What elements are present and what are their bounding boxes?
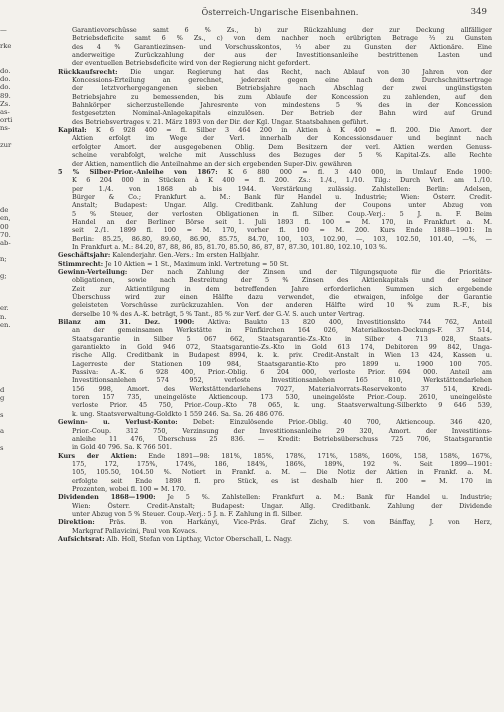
text-line bbox=[58, 401, 492, 409]
margin-fragment bbox=[0, 51, 14, 59]
margin-fragment bbox=[0, 550, 14, 558]
text-line bbox=[58, 160, 492, 168]
margin-fragment bbox=[0, 673, 14, 681]
margin-fragment bbox=[0, 280, 14, 288]
margin-fragment bbox=[0, 34, 14, 42]
line-text: Lagerreste der Stationen 109 984, Staatsgarantie-Kto pro 1899 u. 1900 100 705. bbox=[72, 359, 492, 368]
margin-fragment bbox=[0, 157, 14, 165]
line-text: anderweitige Zurückzahlung der aus der Investitionsanleihe bestrittenen Lasten und bbox=[72, 51, 492, 60]
text-line bbox=[58, 276, 492, 284]
text-line bbox=[58, 510, 492, 518]
line-text: K 6 204 000 in Stücken à K 400 = fl. 200. Zs.: 1./4., 1./10. Tilg.: Durch Verl. am 1./10. bbox=[72, 176, 492, 185]
text-line bbox=[58, 151, 492, 159]
line-text: In Frankfurt a. M.: 84.20, 87, 88, 86, 85, 81.70, 85.50, 86, 87, 87, 87.30, 101.80, 102.10, 103 %. bbox=[72, 242, 387, 251]
text-line bbox=[58, 485, 492, 493]
text-line bbox=[58, 393, 492, 401]
text-line bbox=[58, 518, 492, 526]
line-text: an der gemeinsamen Werkstätte in Fünfkirchen 164 026, Materialkosten-Deckungs-F. 37 514, bbox=[72, 326, 492, 335]
margin-fragment bbox=[0, 509, 14, 517]
line-text: per 1./4. von 1868 ab bis 1944. Verstärkung zulässig. Zahlstellen: Berlin: Adelsen, bbox=[72, 184, 492, 193]
line-text: Je 5 %. Zahlstellen: Frankfurt a. M.: Bank für Handel u. Industrie; bbox=[167, 493, 492, 502]
text-line bbox=[58, 118, 492, 126]
margin-fragment: de bbox=[0, 206, 9, 215]
line-text: derselbe 10 % des A.-K. beträgt, 5 % Tant., 85 % zur Verf. der G.-V. S. auch unter Vertrag. bbox=[72, 309, 365, 318]
line-text: Koncessions-Erteilung an gerechnet, jederzeit gegen eine nach dem Durchschnittsertrage bbox=[72, 76, 492, 85]
text-line bbox=[58, 385, 492, 393]
margin-fragment: rke bbox=[0, 42, 12, 51]
entry bbox=[58, 126, 492, 168]
line-text: Betriebsdeficite samt 6 % Zs., c) von dem nachher noch erübrigten Betrage ⅔ zu Gunsten bbox=[72, 34, 492, 43]
text-line bbox=[58, 109, 492, 117]
entry-heading: Aufsichtsrat: bbox=[58, 534, 105, 543]
margin-fragment bbox=[0, 419, 14, 427]
line-text: toren 157 735, uneingelöste Aktiencoup. 173 530, uneingelöste Prior.-Coup. 2610, uneingelöste bbox=[72, 393, 492, 402]
line-text: Präs. B. von Harkányi, Vice-Präs. Graf Zichy, S. von Bánffay, J. von Herz, bbox=[109, 518, 492, 527]
line-text: in Gold 40 796. Sa. K 766 501. bbox=[72, 443, 172, 452]
entry bbox=[58, 418, 492, 451]
margin-fragment: do. bbox=[0, 66, 11, 75]
text-line bbox=[58, 360, 492, 368]
text-line bbox=[58, 76, 492, 84]
margin-fragment bbox=[0, 182, 14, 190]
text-line bbox=[58, 460, 492, 468]
page-number: 349 bbox=[470, 7, 487, 17]
margin-fragment bbox=[0, 452, 14, 460]
margin-fragment bbox=[0, 329, 14, 337]
margin-fragment: 00 bbox=[0, 222, 9, 231]
text-line bbox=[58, 226, 492, 234]
line-text: verloste Prior. 45 750, Prior.-Coup.-Kto 78 065, k. ung. Staatsverwaltung-Silberkto 9 646 539, bbox=[72, 401, 492, 410]
text-line bbox=[58, 210, 492, 218]
margin-fragment bbox=[0, 689, 14, 697]
text-line bbox=[58, 351, 492, 359]
margin-fragment: s bbox=[0, 410, 4, 419]
text-line bbox=[58, 201, 492, 209]
entry-heading: Kurs der Aktien: bbox=[58, 451, 137, 460]
margin-fragment: en, bbox=[0, 214, 11, 223]
line-text: Bahnkörper sicherzustellende Jahresrente von mindestens 5 % des in der Koncession bbox=[72, 101, 492, 110]
margin-fragment bbox=[0, 493, 14, 501]
text-line bbox=[58, 218, 492, 226]
text-line bbox=[58, 93, 492, 101]
line-text: Debet: Einzulösende Prior.-Oblig. 40 700, Aktiencoup. 346 420, bbox=[192, 418, 492, 427]
margin-fragment bbox=[0, 362, 14, 370]
line-text: Zeit zur Aktientilgung in dem betreffenden Jahre erforderlichen Summen sich ergebende bbox=[72, 284, 492, 293]
line-text: Markgraf Pallavicini, Paul von Kovacs. bbox=[72, 526, 198, 535]
text-line bbox=[58, 168, 492, 176]
margin-fragment bbox=[0, 665, 14, 673]
margin-fragment: ab- bbox=[0, 238, 11, 247]
entry bbox=[58, 493, 492, 518]
line-text: Überschuss wird zur einen Hälfte dazu verwendet, die etwaigen, infolge der Garantie bbox=[72, 293, 492, 301]
margin-fragment bbox=[0, 378, 14, 386]
text-line bbox=[58, 410, 492, 418]
line-text: geleisteten Vorschüsse zurückzuzahlen. Von der anderen Hälfte wird 10 % zum R.-F., bis bbox=[72, 301, 492, 310]
margin-fragment: g; bbox=[0, 271, 7, 280]
line-text: Ende 1891—98: 181%, 185%, 178%, 171%, 158%, 160%, 158, 158%, 167%, bbox=[148, 451, 492, 460]
entry-heading: Geschäftsjahr: bbox=[58, 251, 111, 260]
entry-heading: Gewinn- u. Verlust-Konto: bbox=[58, 418, 178, 427]
margin-fragment bbox=[0, 656, 14, 664]
text-line bbox=[58, 51, 492, 59]
line-text: des 4 % Garantiezinsen- und Vorschusskontos, ⅓ aber zu Gunsten der Aktionäre. Eine bbox=[72, 42, 492, 51]
line-text: Anstalt; Budapest: Ungar. Allg. Creditbank. Zahlung der Coupons unter Abzug von bbox=[72, 201, 492, 210]
line-text: K 6 928 400 = fl. Silber 3 464 200 in Aktien à K 400 = fl. 200. Die Amort. der bbox=[95, 126, 492, 135]
text-line bbox=[58, 326, 492, 334]
line-text: 5 % Steuer, der verlosten Obligationen in fl. Silber. Coup.-Verj.: 5 J. n. F. Beim bbox=[72, 209, 492, 218]
margin-fragment bbox=[0, 165, 14, 173]
text-line bbox=[58, 493, 492, 501]
margin-fragment bbox=[0, 403, 14, 411]
text-line bbox=[58, 84, 492, 92]
margin-fragment: ns- bbox=[0, 124, 11, 133]
text-line bbox=[58, 293, 492, 301]
entry bbox=[58, 268, 492, 318]
margin-fragment bbox=[0, 534, 14, 542]
line-text: Alb. Holl, Stefan von Lipthay, Victor Oberschall, L. Nagy. bbox=[106, 534, 293, 543]
text-line bbox=[58, 126, 492, 134]
text-line bbox=[58, 502, 492, 510]
text-line bbox=[58, 43, 492, 51]
line-text: Wien: Österr. Credit-Anstalt; Budapest: Ungar. Allg. Creditbank. Zahlung der Dividende bbox=[72, 501, 492, 510]
text-line bbox=[58, 368, 492, 376]
margin-fragment bbox=[0, 542, 14, 550]
line-text: der Aktien, namentlich die Anteilnahme an der sich ergebenden Super-Div. gewähren bbox=[72, 159, 352, 168]
left-margin-fragments bbox=[0, 26, 14, 712]
margin-fragment: er. bbox=[0, 304, 9, 313]
margin-fragment bbox=[0, 566, 14, 574]
entry-heading: Gewinn-Verteilung: bbox=[58, 267, 128, 276]
margin-fragment bbox=[0, 149, 14, 157]
margin-fragment: do. bbox=[0, 75, 11, 84]
margin-fragment: n; bbox=[0, 255, 7, 264]
entry bbox=[58, 535, 492, 543]
text-line bbox=[58, 260, 492, 268]
text-line bbox=[58, 193, 492, 201]
margin-fragment bbox=[0, 591, 14, 599]
line-text: erfolgter Amort. der ausgegebenen Oblig. Dem Besitzern der verl. Aktien werden Genuss- bbox=[72, 142, 492, 151]
margin-fragment bbox=[0, 575, 14, 583]
entry-heading: Direktion: bbox=[58, 518, 95, 527]
text-line bbox=[58, 134, 492, 142]
margin-fragment: do. bbox=[0, 83, 11, 92]
text-line bbox=[58, 251, 492, 259]
line-text: der eventuellen Betriebsdeficite wird von der Regierung nicht gefordert. bbox=[72, 59, 311, 68]
line-text: erfolgte seit Ende 1898 fl. pro Stück, es ist deshalb hier fl. 200 = M. 170 in bbox=[72, 476, 492, 485]
margin-fragment: Zs. bbox=[0, 99, 11, 108]
line-text: Der nach Zahlung der Zinsen und der Tilgungsquote für die Prioritäts- bbox=[141, 267, 492, 276]
margin-fragment bbox=[0, 345, 14, 353]
text-line bbox=[58, 268, 492, 276]
text-line bbox=[58, 301, 492, 309]
line-text: garantiekto in Gold 946 072, Staatsgarantie-Zs.-Kto in Gold 613 174, Debitoren 99 842, Unga- bbox=[72, 343, 492, 352]
margin-fragment bbox=[0, 525, 14, 533]
text-line bbox=[58, 477, 492, 485]
line-text: Garantievorschüsse samt 6 % Zs., b) zur Rückzahlung der zur Deckung allfälliger bbox=[72, 26, 492, 34]
line-text: festgesetzten Nominal-Anlagekapitals einzulösen. Der Betrieb der Bahn wird auf Grund bbox=[72, 109, 492, 118]
margin-fragment bbox=[0, 132, 14, 140]
text-line bbox=[58, 101, 492, 109]
margin-fragment: g bbox=[0, 394, 5, 403]
line-text: 175, 172, 175%, 174%, 186, 184%, 186%, 189%, 192 %. Seit 1899—1901: bbox=[72, 459, 492, 468]
line-text: Aktiva: Baukto 13 820 400, Investitionskto 744 762, Anteil bbox=[207, 318, 492, 327]
line-text: unter Abzug von 5 % Steuer. Coup.-Verj.: 5 J. n. F. Zahlung in fl. Silber. bbox=[72, 509, 303, 518]
line-text: anleihe 11 476, Überschuss 25 836. — Kredit: Betriebsüberschuss 725 706, Staatsgarantie bbox=[72, 434, 492, 443]
line-text: rische Allg. Creditbank in Budapest 8994, k. k. priv. Credit-Anstalt in Wien 13 424, Kassen u. bbox=[72, 351, 492, 360]
entry-heading: Bilanz am 31. Dez. 1900: bbox=[58, 318, 195, 327]
margin-fragment bbox=[0, 476, 14, 484]
line-text: Betriebsjahre zu bemessenden, bis zum Ablaufe der Koncession zu zahlenden, auf den bbox=[72, 92, 492, 101]
entry bbox=[58, 318, 492, 418]
margin-fragment: en. bbox=[0, 320, 11, 329]
margin-fragment: zur bbox=[0, 140, 12, 149]
text-line bbox=[58, 68, 492, 76]
document-body bbox=[58, 26, 492, 543]
line-text: Prior.-Coup. 312 750, Verzinsung der Investitionsanleihe 29 320, Amort. der Investitions- bbox=[72, 426, 492, 435]
margin-fragment bbox=[0, 624, 14, 632]
entry-heading: Rückkaufsrecht: bbox=[58, 67, 118, 76]
margin-fragment bbox=[0, 263, 14, 271]
margin-fragment bbox=[0, 296, 14, 304]
line-text: scheine verabfolgt, welche mit Ausschluss des Bezuges der 5 % Kapital-Zs. alle Rechte bbox=[72, 151, 492, 160]
line-text: 105, 105.50, 104.50 %. Notiert in Frankf. a. M. — Die Notiz der Aktien in Frankf. a. M. bbox=[72, 468, 492, 477]
margin-fragment bbox=[0, 370, 14, 378]
line-text: Bürger & Co.; Frankfurt a. M.: Bank für Handel u. Industrie; Wien: Österr. Credit- bbox=[72, 192, 492, 201]
margin-fragment: — bbox=[0, 26, 7, 34]
margin-fragment bbox=[0, 173, 14, 181]
margin-fragment bbox=[0, 59, 14, 67]
line-text: k. ung. Staatsverwaltung-Goldkto 1 559 246. Sa. Sa. 26 486 076. bbox=[72, 409, 285, 418]
margin-fragment: as- bbox=[0, 107, 10, 116]
margin-fragment bbox=[0, 616, 14, 624]
line-text: Staatsgarantie in Silber 5 067 662, Staatsgarantie-Zs.-Kto in Silber 4 713 028, Staats- bbox=[72, 334, 492, 343]
margin-fragment bbox=[0, 648, 14, 656]
entry-heading: Dividenden 1868—1900: bbox=[58, 493, 156, 502]
line-text: Handel an der Berliner Börse seit 1. Juli 1893 fl. 100 = M. 170, in Frankfurt a. M. bbox=[72, 217, 492, 226]
entry bbox=[58, 452, 492, 494]
margin-fragment bbox=[0, 468, 14, 476]
line-text: 156 998, Amort. des Werkstättendarlehens 7027, Materialvorrats-Reservekonto 37 514, Kredi- bbox=[72, 384, 492, 393]
line-text: Kalenderjahr. Gen.-Vers.: Im ersten Halbjahr. bbox=[112, 251, 260, 260]
text-line bbox=[58, 418, 492, 426]
text-line bbox=[58, 143, 492, 151]
text-line bbox=[58, 235, 492, 243]
margin-fragment bbox=[0, 501, 14, 509]
text-line bbox=[58, 468, 492, 476]
running-header bbox=[0, 7, 504, 21]
text-line bbox=[58, 59, 492, 67]
entry-heading: 5 % Silber-Prior.-Anleihe von 1867: bbox=[58, 167, 218, 176]
entry-heading: Stimmrecht: bbox=[58, 259, 104, 268]
text-line bbox=[58, 435, 492, 443]
header-title: Österreich-Ungarische Eisenbahnen. bbox=[201, 7, 359, 17]
text-line bbox=[58, 535, 492, 543]
line-text: seit 2./1. 1899 fl. 100 = M. 170, vorher fl. 100 = M. 200. Kurs Ende 1888—1901: In bbox=[72, 226, 492, 235]
text-line bbox=[58, 310, 492, 318]
margin-fragment bbox=[0, 599, 14, 607]
entry bbox=[58, 260, 492, 268]
margin-fragment: d bbox=[0, 386, 5, 395]
margin-fragment bbox=[0, 640, 14, 648]
entry bbox=[58, 518, 492, 535]
entry bbox=[58, 68, 492, 126]
margin-fragment bbox=[0, 558, 14, 566]
margin-fragment bbox=[0, 632, 14, 640]
entry bbox=[58, 251, 492, 259]
line-text: Berlin: 85.25, 86.80, 89.60, 86.90, 85.75, 84.70, 100, 103, 102.90, —, 103, 102.50, 101.40, —%, — bbox=[72, 234, 492, 243]
entry bbox=[58, 168, 492, 251]
text-line bbox=[58, 443, 492, 451]
line-text: K 6 880 000 = fl. 3 440 000, in Umlauf Ende 1900: bbox=[227, 167, 492, 176]
margin-fragment bbox=[0, 288, 14, 296]
entry-heading: Kapital: bbox=[58, 126, 87, 135]
entry bbox=[58, 26, 492, 68]
line-text: Aktien erfolgt im Wege der Verl. innerhalb der Koncessionsdauer und beginnt nach bbox=[72, 134, 492, 143]
margin-fragment bbox=[0, 517, 14, 525]
line-text: der letztvorhergegangenen sieben Betriebsjahre nach Abschlag der zwei ungünstigsten bbox=[72, 84, 492, 93]
margin-fragment: 70. bbox=[0, 230, 11, 239]
text-line bbox=[58, 376, 492, 384]
line-text: des Betriebsvertrages v. 21. März 1893 von der Dir. der Kgl. Ungar. Staatsbahnen geführt. bbox=[72, 117, 369, 126]
margin-fragment bbox=[0, 190, 14, 198]
margin-fragment bbox=[0, 354, 14, 362]
margin-fragment bbox=[0, 337, 14, 345]
margin-fragment bbox=[0, 460, 14, 468]
margin-fragment bbox=[0, 607, 14, 615]
text-line bbox=[58, 343, 492, 351]
text-line bbox=[58, 243, 492, 251]
line-text: Passiva: A.-K. 6 928 400, Prior.-Oblig. 6 204 000, verloste Prior. 694 000. Anteil am bbox=[72, 368, 492, 377]
text-line bbox=[58, 452, 492, 460]
margin-fragment: s bbox=[0, 443, 4, 452]
margin-fragment bbox=[0, 247, 14, 255]
margin-fragment: 89. bbox=[0, 91, 11, 100]
margin-fragment bbox=[0, 681, 14, 689]
margin-fragment bbox=[0, 435, 14, 443]
text-line bbox=[58, 335, 492, 343]
line-text: obligationen, sowie nach Bestreitung der 5 % Zinsen des Aktienkapitals und der seiner bbox=[72, 276, 492, 285]
text-line bbox=[58, 427, 492, 435]
text-line bbox=[58, 34, 492, 42]
margin-fragment: n. bbox=[0, 312, 7, 321]
text-line bbox=[58, 185, 492, 193]
margin-fragment bbox=[0, 485, 14, 493]
margin-fragment bbox=[0, 583, 14, 591]
text-line bbox=[58, 26, 492, 34]
text-line bbox=[58, 318, 492, 326]
margin-fragment: orti bbox=[0, 116, 13, 125]
text-line bbox=[58, 527, 492, 535]
text-line bbox=[58, 176, 492, 184]
margin-fragment bbox=[0, 198, 14, 206]
text-line bbox=[58, 285, 492, 293]
line-text: Die ungar. Regierung hat das Recht, nach Ablauf von 30 Jahren von der bbox=[130, 67, 492, 76]
line-text: Prozenten, wobei fl. 100 = M. 170. bbox=[72, 484, 186, 493]
margin-fragment: a bbox=[0, 427, 5, 436]
line-text: Je 10 Aktien = 1 St., Maximum inkl. Vertretung = 50 St. bbox=[105, 259, 289, 268]
line-text: Investitionsanlehen 574 952, verloste Investitionsanlehen 165 810, Werkstättendarlehen bbox=[72, 376, 492, 385]
